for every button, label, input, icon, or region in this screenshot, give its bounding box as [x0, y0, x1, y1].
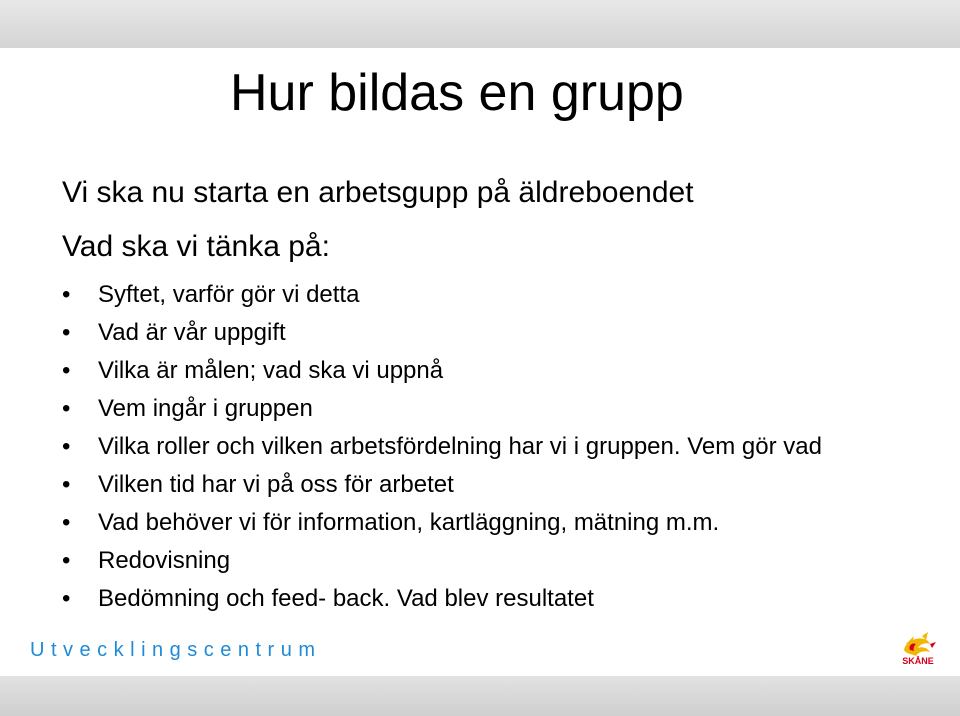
intro-line-1: Vi ska nu starta en arbetsgupp på äldreboendet — [62, 176, 694, 209]
bullet-icon: • — [62, 547, 71, 574]
bullet-text: Vilken tid har vi på oss för arbetet — [98, 471, 454, 498]
bullet-text: Bedömning och feed- back. Vad blev resultatet — [98, 585, 594, 612]
slide-title: Hur bildas en grupp — [230, 64, 684, 122]
top-decorative-bar — [0, 0, 960, 48]
intro-line-2: Vad ska vi tänka på: — [62, 230, 330, 263]
bottom-decorative-bar — [0, 676, 960, 716]
bullet-text: Syftet, varför gör vi detta — [98, 281, 360, 308]
bullet-icon: • — [62, 509, 71, 536]
bullet-icon: • — [62, 395, 71, 422]
footer-org-name: Utvecklingscentrum — [30, 639, 322, 661]
bullet-icon: • — [62, 471, 71, 498]
logo-wordmark: SKÅNE — [902, 656, 934, 666]
bullet-icon: • — [62, 357, 71, 384]
bullet-text: Vad behöver vi för information, kartläggning, mätning m.m. — [98, 509, 720, 536]
bullet-icon: • — [62, 585, 71, 612]
region-skane-griffin-logo-icon — [896, 630, 940, 674]
bullet-text: Vilka roller och vilken arbetsfördelning har vi i gruppen. Vem gör vad — [98, 433, 822, 460]
bullet-text: Vad är vår uppgift — [98, 319, 286, 346]
bullet-icon: • — [62, 433, 71, 460]
bullet-text: Vilka är målen; vad ska vi uppnå — [98, 357, 444, 384]
bullet-icon: • — [62, 319, 71, 346]
bullet-text: Vem ingår i gruppen — [98, 395, 313, 422]
bullet-icon: • — [62, 281, 71, 308]
bullet-text: Redovisning — [98, 547, 231, 574]
